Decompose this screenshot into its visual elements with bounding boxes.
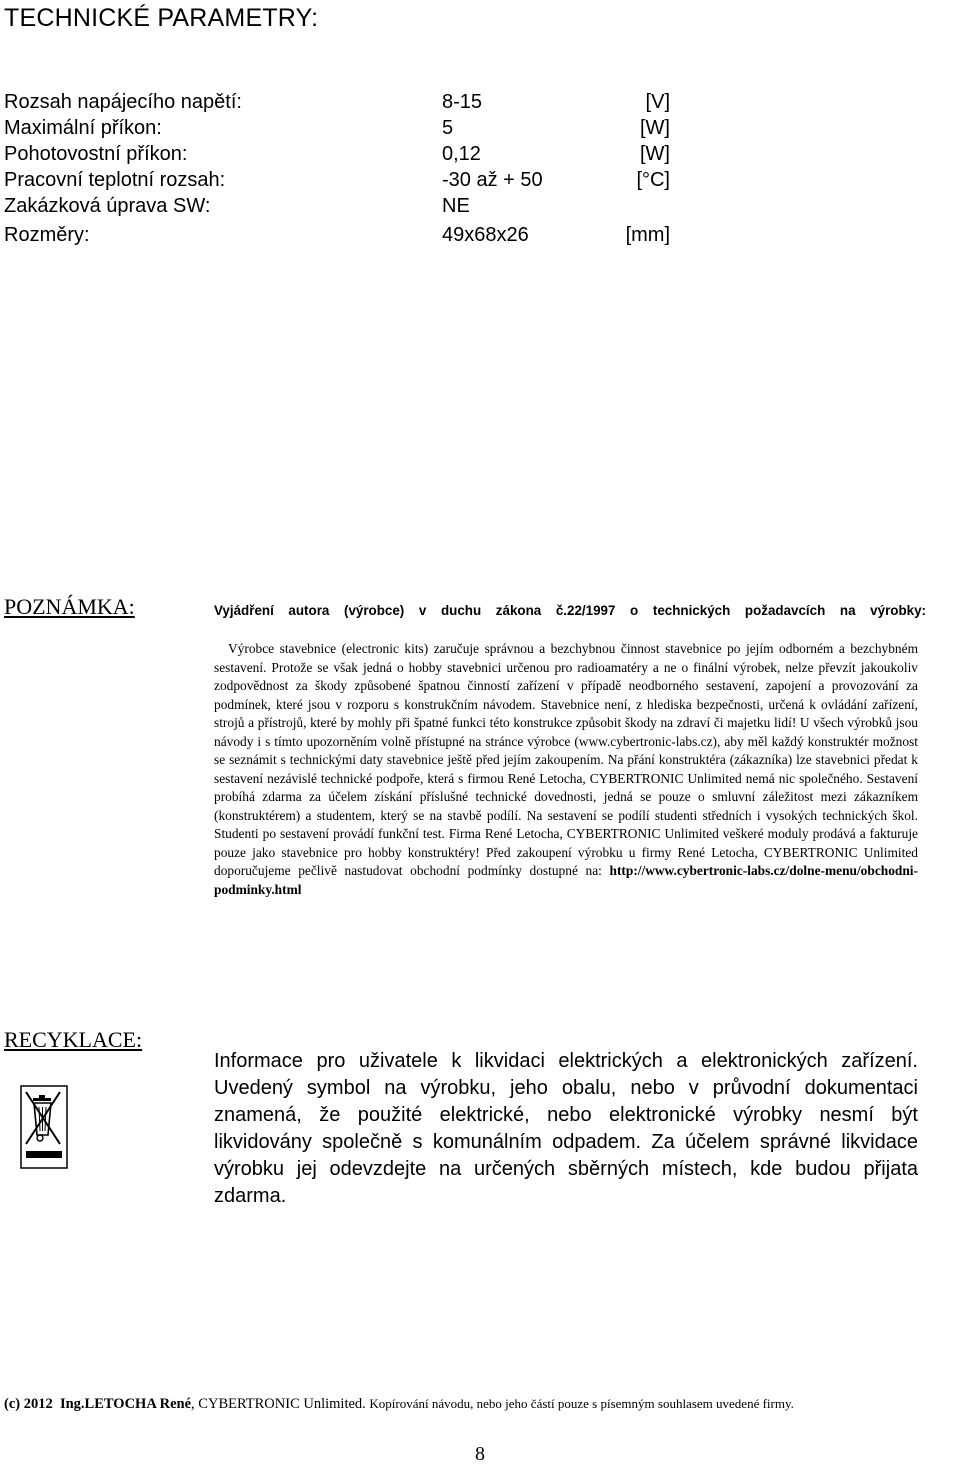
spec-value-dimensions: 49x68x26 [442, 224, 529, 246]
spec-value-custom-sw: NE [442, 195, 470, 217]
footer [4, 1396, 794, 1413]
spec-unit-voltage: [V] [645, 91, 670, 113]
recycle-heading: RECYKLACE: [4, 1027, 143, 1052]
page-number: 8 [475, 1443, 485, 1465]
spec-value-max-power: 5 [442, 117, 454, 139]
spec-label-max-power: Maximální příkon: [4, 117, 162, 139]
spec-unit-temperature: [°C] [636, 169, 670, 191]
spec-label-temperature: Pracovní teplotní rozsah: [4, 169, 226, 191]
spec-unit-standby-power: [W] [640, 143, 670, 165]
spec-value-temperature: -30 až + 50 [442, 169, 543, 191]
note-lead: Vyjádření autora (výrobce) v duchu zákona č.22/1997 o technických požadavcích na výrobky: [214, 603, 926, 618]
note-heading: POZNÁMKA: [4, 594, 135, 619]
spec-value-voltage: 8-15 [442, 91, 483, 113]
spec-unit-dimensions: [mm] [625, 224, 670, 246]
spec-label-voltage: Rozsah napájecího napětí: [4, 91, 242, 113]
footer-copyright: (c) 2012 [4, 1396, 53, 1412]
note-body [214, 640, 918, 899]
spec-value-standby-power: 0,12 [442, 143, 481, 165]
spec-label-custom-sw: Zakázková úprava SW: [4, 195, 211, 217]
footer-company: , CYBERTRONIC Unlimited. [191, 1396, 366, 1412]
spec-unit-max-power: [W] [640, 117, 670, 139]
page-title: TECHNICKÉ PARAMETRY: [4, 4, 319, 32]
spec-label-standby-power: Pohotovostní příkon: [4, 143, 188, 165]
footer-author: Ing.LETOCHA René [59, 1396, 192, 1412]
recycle-text: Informace pro uživatele k likvidaci elektrických a elektronických zařízení. Uvedený symbol na výrobku, jeho obalu, nebo v průvodní dokumentaci znamená, že použité elektrické, nebo elektronické výrobky nesmí být likvidovány společně s komunálním odpadem. Za účelem správné likvidace výrobku jej odevzdejte na určených sběrných místech, kde budou přijata zdarma. [214, 1050, 918, 1207]
footer-rights: Kopírování návodu, nebo jeho částí pouze s písemným souhlasem uvedené firmy. [369, 1396, 794, 1411]
spec-label-dimensions: Rozměry: [4, 224, 90, 246]
terms-link[interactable]: http://www.cybertronic-labs.cz/dolne-menu/obchodni-podminky.html [214, 863, 918, 897]
note-body-text: Výrobce stavebnice (electronic kits) zaručuje správnou a bezchybnou činnost stavebnice po jejím odborném a bezchybném sestavení. Protože se však jedná o hobby stavebnici určenou pro radioamatéry a ne o finální výrobek, nelze převzít jakoukoliv zodpovědnost za škody způsobené špatnou činností zařízení v případě neodborného sestavení, zapojení a provozování za podmínek, které jsou v rozporu s konstrukčním návodem. Stavebnice není, z hlediska bezpečnosti, určená k ovládání zařízení, strojů a přístrojů, které by mohly při špatné funkci této konstrukce způsobit škody na zdraví či majetku lidí! U všech výrobků jsou návody i s tímto upozorněním volně přístupné na stránce výrobce (www.cybertronic-labs.cz), aby měl každý konstruktér možnost se seznámit s technickými daty stavebnice ještě před jejím zakoupením. Na přání konstruktéra (zákazníka) lze stavebnici předat k sestavení nezávislé technické podpoře, která s firmou René Letocha, CYBERTRONIC Unlimited nemá nic společného. Sestavení probíhá zdarma za účelem získání příslušné technické dovednosti, jedná se pouze o smluvní záležitost mezi zákazníkem (konstruktérem) a studentem, který se na stavbě podílí. Na sestavení se podílí studenti středních i vysokých technických škol. Studenti po sestavení provádí funkční test. Firma René Letocha, CYBERTRONIC Unlimited veškeré moduly prodává a fakturuje pouze jako stavebnice pro hobby konstruktéry! Před zakoupení výrobku u firmy René Letocha, CYBERTRONIC Unlimited doporučujeme pečlivě nastudovat obchodní podmínky dostupné na: [214, 641, 918, 878]
crossed-bin-weee-icon [20, 1085, 68, 1169]
